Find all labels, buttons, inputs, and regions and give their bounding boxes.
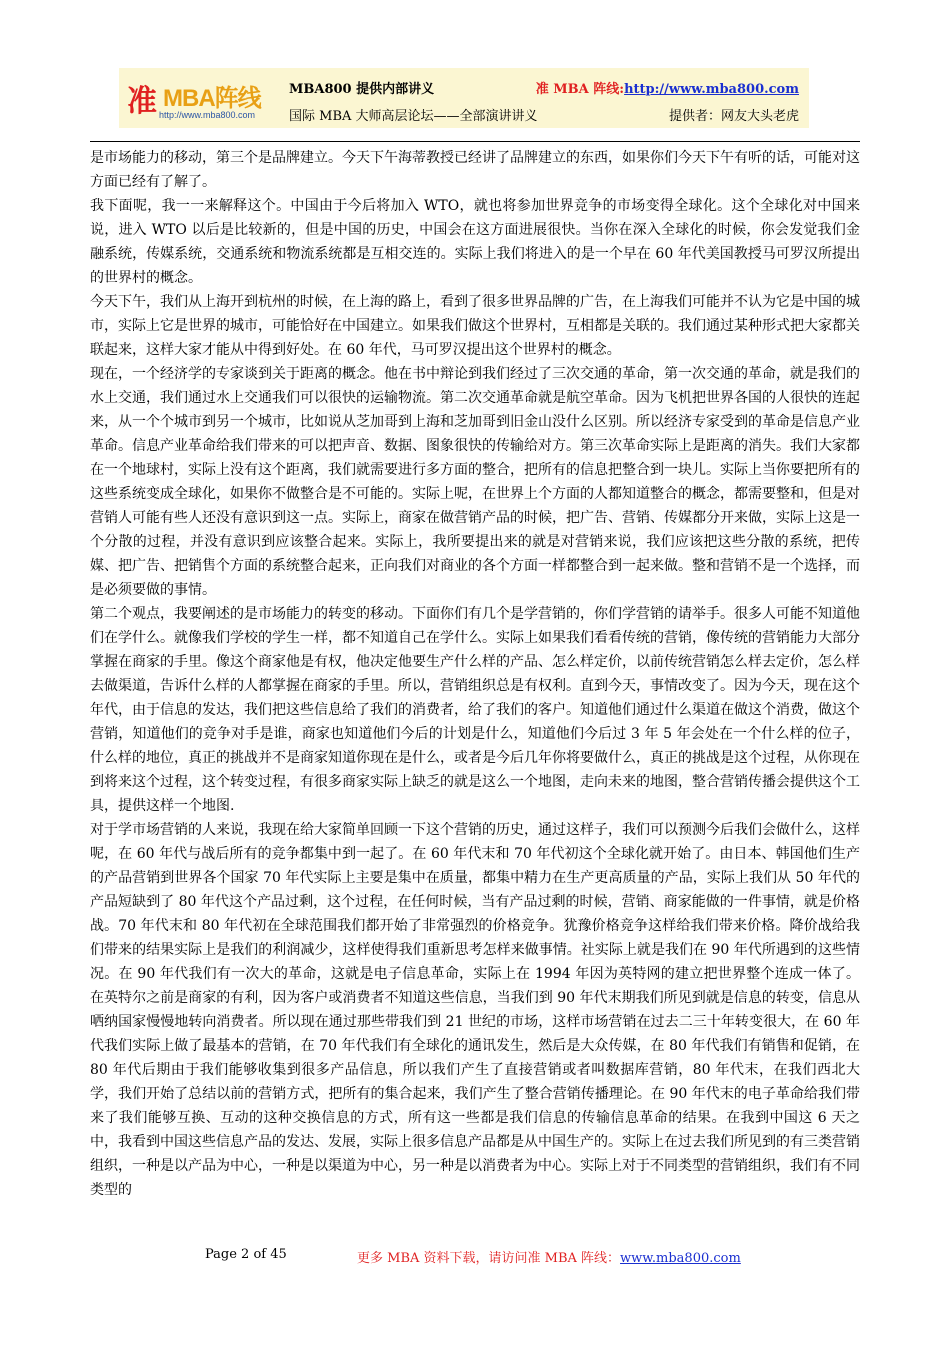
logo-mark: 准 [127, 84, 157, 119]
page-number: Page 2 of 45 [205, 1247, 287, 1262]
header-divider [90, 141, 860, 142]
mba800-logo [119, 72, 279, 124]
paragraph: 是市场能力的移动，第三个是品牌建立。今天下午海蒂教授已经讲了品牌建立的东西，如果你们今天下午有听的话，可能对这方面已经有了解了。 [90, 150, 860, 190]
footer-link[interactable]: www.mba800.com [620, 1251, 741, 1266]
footer-promo [357, 1247, 741, 1266]
paragraph: 我下面呢，我一一来解释这个。中国由于今后将加入 WTO，就也将参加世界竞争的市场变得全球化。这个全球化对中国来说，进入 WTO 以后是比较新的，但是中国的历史，中国会在这方面进展很快。当你在深入全球化的时候，你会发觉我们金融系统，传媒系统，交通系统和物流系统都是互相交连的。实际上我们将进入的是一个早在 60 年代美国教授马可罗汉所提出的世界村的概念。 [90, 198, 860, 286]
brand-link[interactable]: http://www.mba800.com [624, 82, 799, 97]
paragraph: 对于学市场营销的人来说，我现在给大家简单回顾一下这个营销的历史，通过这样子，我们可以预测今后我们会做什么，这样呢，在 60 年代与战后所有的竞争都集中到一起了。在 60 年代末和 70 年代初这个全球化就开始了。由日本、韩国他们生产的产品营销到世界各个国家 70 年代实际上主要是集中在质量，都集中精力在生产更高质量的产品，实际上我们从 50 年代的产品短缺到了 80 年代这个产品过剩，这个过程，在任何时候，当有产品过剩的时候，营销、商家能做的一件事情，就是价格战。70 年代末和 80 年代初在全球范围我们都开始了非常强烈的价格竞争。犹豫价格竞争这样给我们带来价格。降价战给我们带来的结果实际上是我们的利润减少，这样使得我们重新思考怎样来做事情。社实际上就是我们在 90 年代所遇到的这些情况。在 90 年代我们有一次大的革命，这就是电子信息革命，实际上在 1994 年因为英特网的建立把世界整个连成一体了。在英特尔之前是商家的有利，因为客户或消费者不知道这些信息，当我们到 90 年代末期我们所见到就是信息的转变，信息从哂纳国家慢慢地转向消费者。所以现在通过那些带我们到 21 世纪的市场，这样市场营销在过去二三十年转变很大，在 60 年代我们实际上做了最基本的营销，在 70 年代我们有全球化的通讯发生，然后是大众传媒，在 80 年代我们有销售和促销，在 80 年代后期由于我们能够收集到很多产品信息，所以我们产生了直接营销或者叫数据库营销，80 年代末，在我们西北大学，我们开始了总结以前的营销方式，把所有的集合起来，我们产生了整合营销传播理论。在 90 年代末的电子革命给我们带来了我们能够互换、互动的这种交换信息的方式，所有这一些都是我们信息的传输信息革命的结果。在我到中国这 6 天之中，我看到中国这些信息产品的发达、发展，实际上很多信息产品都是从中国生产的。实际上在过去我们所见到的有三类营销组织，一种是以产品为中心，一种是以渠道为中心，另一种是以消费者为中心。实际上对于不同类型的营销组织，我们有不同类型的 [90, 822, 860, 1198]
header-subtitle: 国际 MBA 大师高层论坛——全部演讲讲义 [289, 109, 538, 124]
header-brand [536, 78, 799, 97]
header-provider: 提供者：网友大头老虎 [668, 109, 799, 124]
document-body [90, 146, 860, 1202]
logo-url: http://www.mba800.com [159, 110, 256, 120]
logo-text: MBA阵线 [163, 85, 261, 112]
header-title: MBA800 提供内部讲义 [289, 82, 435, 97]
brand-label: 准 MBA 阵线: [535, 82, 625, 97]
paragraph: 今天下午，我们从上海开到杭州的时候，在上海的路上，看到了很多世界品牌的广告，在上海我们可能并不认为它是中国的城市，实际上它是世界的城市，可能恰好在中国建立。如果我们做这个世界村，互相都是关联的。我们通过某种形式把大家都关联起来，这样大家才能从中得到好处。在 60 年代，马可罗汉提出这个世界村的概念。 [90, 294, 860, 358]
promo-text: 更多 MBA 资料下载，请访问准 MBA 阵线： [357, 1251, 621, 1266]
page-header [119, 68, 809, 128]
paragraph: 第二个观点，我要阐述的是市场能力的转变的移动。下面你们有几个是学营销的，你们学营销的请举手。很多人可能不知道他们在学什么。就像我们学校的学生一样，都不知道自己在学什么。实际上如果我们看看传统的营销，像传统的营销能力大部分掌握在商家的手里。像这个商家他是有权，他决定他要生产什么样的产品、怎么样定价，以前传统营销怎么样去定价，怎么样去做渠道，告诉什么样的人都掌握在商家的手里。所以，营销组织总是有权利。直到今天，事情改变了。因为今天，现在这个年代，由于信息的发达，我们把这些信息给了我们的消费者，给了我们的客户。知道他们通过什么渠道在做这个消费，做这个营销，知道他们的竞争对手是谁，商家也知道他们今后的计划是什么，知道他们今后过 3 年 5 年会处在一个什么样的位子，什么样的地位，真正的挑战并不是商家知道你现在是什么，或者是今后几年你将要做什么，真正的挑战是这个过程，从你现在到将来这个过程，这个转变过程，有很多商家实际上缺乏的就是这么一个地图，走向未来的地图，整合营销传播会提供这个工具，提供这样一个地图. [90, 606, 860, 814]
paragraph: 现在，一个经济学的专家谈到关于距离的概念。他在书中辩论到我们经过了三次交通的革命，第一次交通的革命，就是我们的水上交通，我们通过水上交通我们可以很快的运输物流。第二次交通革命就是航空革命。因为飞机把世界各国的人很快的连起来，从一个个城市到另一个城市，比如说从芝加哥到上海和芝加哥到旧金山没什么区别。所以经济专家受到的革命是信息产业革命。信息产业革命给我们带来的可以把声音、数据、图象很快的传输给对方。第三次革命实际上是距离的消失。我们大家都在一个地球村，实际上没有这个距离，我们就需要进行多方面的整合，把所有的信息把整合到一块儿。实际上当你要把所有的这些系统变成全球化，如果你不做整合是不可能的。实际上呢，在世界上个方面的人都知道整合的概念，都需要整和，但是对营销人可能有些人还没有意识到这一点。实际上，商家在做营销产品的时候，把广告、营销、传媒都分开来做，实际上这是一个分散的过程，并没有意识到应该整合起来。实际上，我所要提出来的就是对营销来说，我们应该把这些分散的系统，把传媒、把广告、把销售个方面的系统整合起来，正向我们对商业的各个方面一样都整合到一起来做。整和营销不是一个选择，而是必须要做的事情。 [90, 366, 860, 598]
